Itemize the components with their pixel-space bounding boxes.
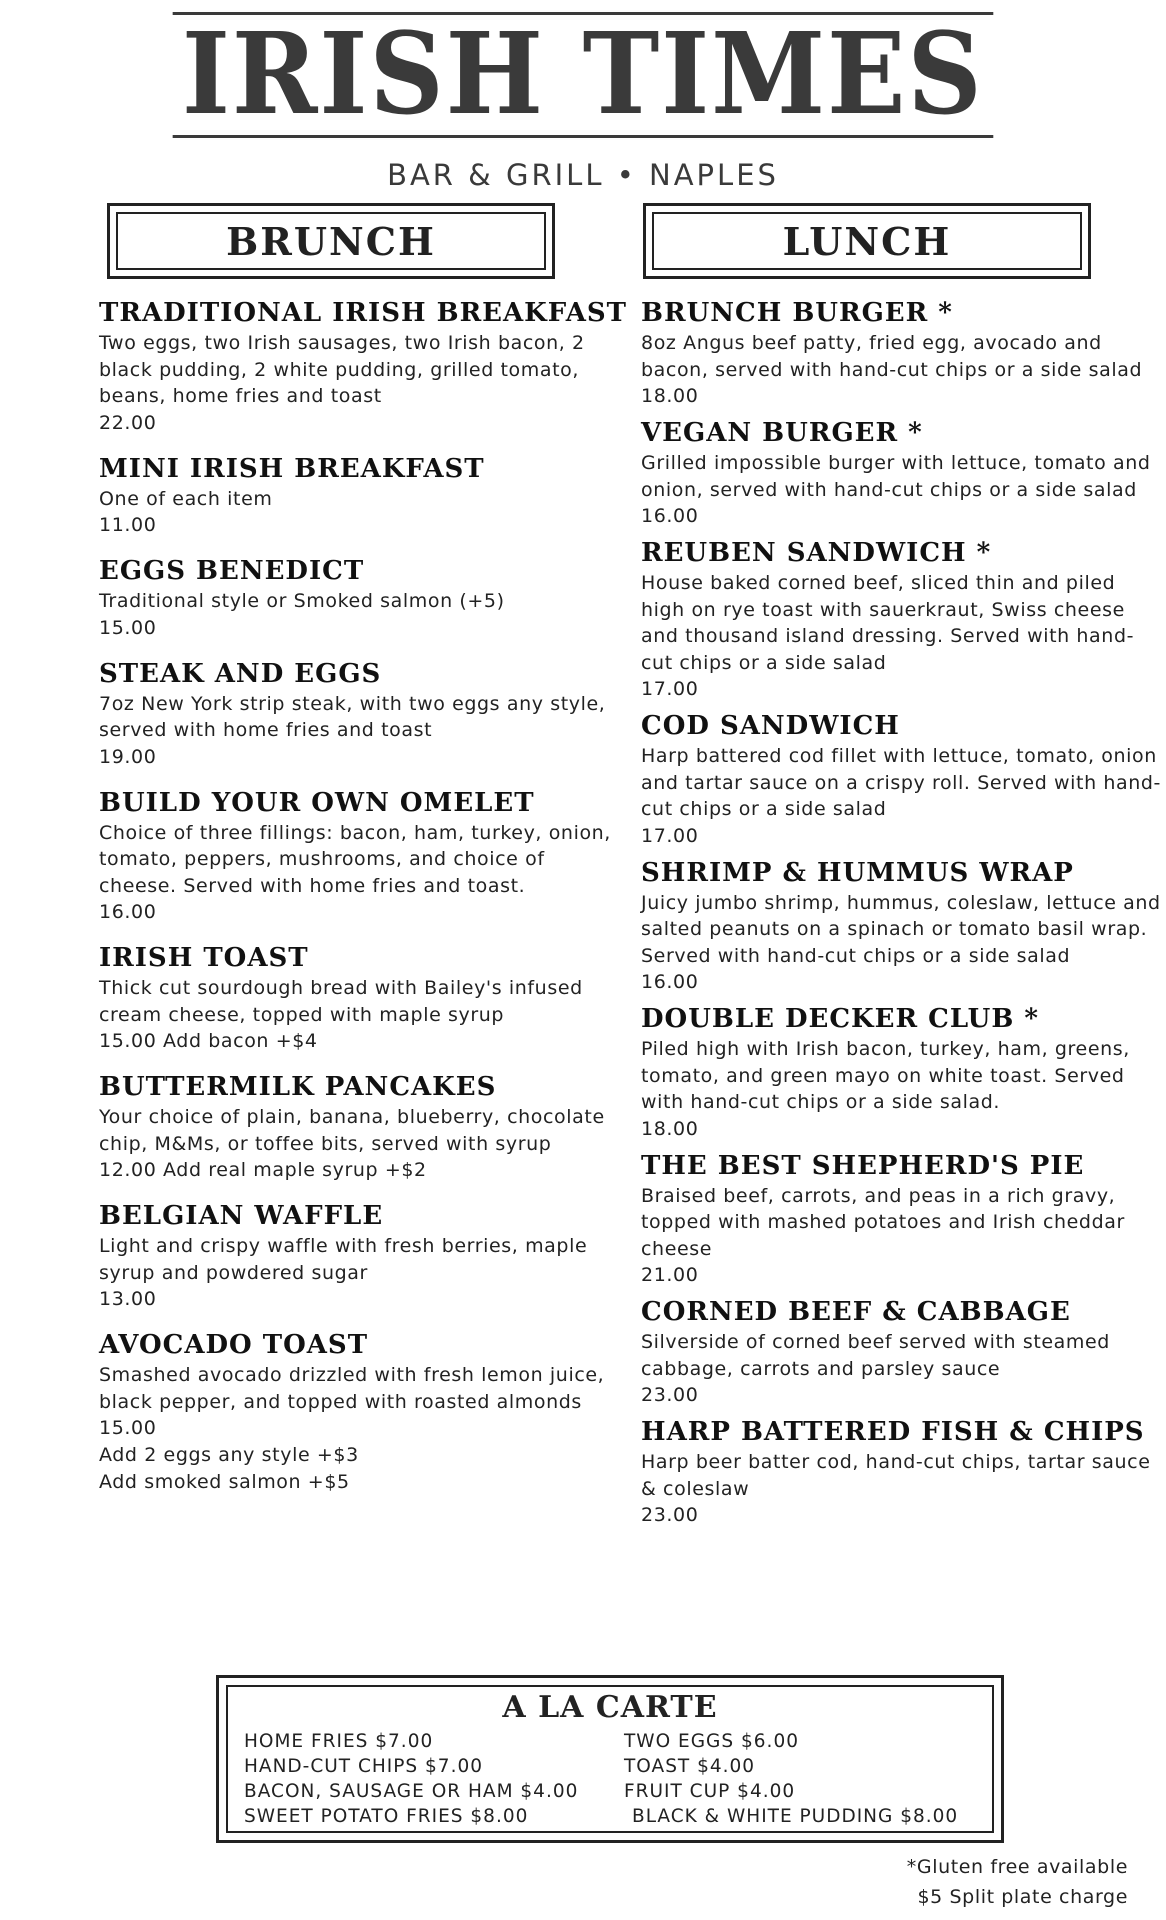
item-description: Choice of three fillings: bacon, ham, turkey, onion, tomato, peppers, mushrooms, and choice of cheese. Served with home fries and toast.	[99, 821, 611, 897]
item-price: 15.00	[99, 616, 157, 639]
item-price: 22.00	[99, 411, 157, 434]
item-price: 19.00	[99, 745, 157, 768]
item-price: 16.00	[99, 901, 157, 923]
item-description: House baked corned beef, sliced thin and piled high on rye toast with sauerkraut, Swiss cheese and thousand island dressing. Served with hand-cut chips or a side salad	[641, 572, 1135, 674]
menu-item	[641, 709, 1161, 850]
item-name: TRADITIONAL IRISH BREAKFAST	[99, 298, 627, 328]
item-name: EGGS BENEDICT	[99, 556, 365, 586]
brunch-column	[99, 296, 627, 1496]
a-la-carte-item: TOAST $4.00	[624, 1756, 756, 1777]
gluten-free-note: *Gluten free available	[906, 1856, 1128, 1878]
restaurant-logo	[0, 9, 1166, 192]
menu-item	[99, 1328, 619, 1496]
lunch-heading-box	[643, 203, 1091, 279]
item-name: IRISH TOAST	[99, 943, 309, 973]
item-name: BUTTERMILK PANCAKES	[99, 1072, 497, 1102]
item-description: Your choice of plain, banana, blueberry, chocolate chip, M&Ms, or toffee bits, served with syrup	[99, 1106, 605, 1155]
item-description: Juicy jumbo shrimp, hummus, coleslaw, lettuce and salted peanuts on a spinach or tomato basil wrap. Served with hand-cut chips or a side salad	[641, 891, 1161, 967]
item-description: Thick cut sourdough bread with Bailey's infused cream cheese, topped with maple syrup	[99, 977, 583, 1026]
item-price: 15.00	[99, 1417, 157, 1439]
item-description: Smashed avocado drizzled with fresh lemon juice, black pepper, and topped with roasted almonds	[99, 1364, 605, 1413]
item-price: 21.00	[641, 1264, 699, 1286]
item-description: Grilled impossible burger with lettuce, tomato and onion, served with hand-cut chips or a side salad	[641, 452, 1151, 501]
item-description: Harp battered cod fillet with lettuce, tomato, onion and tartar sauce on a crispy roll. Served with hand-cut chips or a side salad	[641, 745, 1162, 820]
menu-item	[99, 786, 619, 927]
item-name: HARP BATTERED FISH & CHIPS	[641, 1417, 1145, 1447]
item-price: 18.00	[641, 1117, 699, 1140]
item-name: MINI IRISH BREAKFAST	[99, 453, 485, 484]
brunch-heading-box	[107, 203, 555, 279]
menu-item	[641, 1002, 1161, 1143]
item-name: REUBEN SANDWICH *	[641, 538, 992, 568]
item-description: Two eggs, two Irish sausages, two Irish bacon, 2 black pudding, 2 white pudding, grilled tomato, beans, home fries and toast	[99, 332, 585, 407]
item-addon: Add smoked salmon +$5	[99, 1471, 350, 1493]
item-description: One of each item	[99, 487, 273, 510]
item-description: 8oz Angus beef patty, fried egg, avocado and bacon, served with hand-cut chips or a side salad	[641, 332, 1143, 381]
item-name: SHRIMP & HUMMUS WRAP	[641, 857, 1074, 888]
item-price: 13.00	[99, 1288, 157, 1310]
brunch-heading: BRUNCH	[116, 212, 546, 270]
a-la-carte-heading: A LA CARTE	[502, 1690, 718, 1725]
a-la-carte-item: HAND-CUT CHIPS $7.00	[244, 1756, 483, 1777]
a-la-carte-item: HOME FRIES $7.00	[244, 1731, 434, 1752]
item-description: Traditional style or Smoked salmon (+5)	[99, 590, 505, 612]
menu-item	[99, 657, 619, 771]
item-price: 11.00	[99, 514, 157, 536]
menu-item	[641, 1149, 1161, 1290]
item-name: STEAK AND EGGS	[99, 658, 382, 689]
a-la-carte-item: BACON, SAUSAGE OR HAM $4.00	[244, 1781, 579, 1802]
split-plate-note: $5 Split plate charge	[917, 1886, 1128, 1908]
item-description: Braised beef, carrots, and peas in a rich gravy, topped with mashed potatoes and Irish cheddar cheese	[641, 1184, 1125, 1260]
item-description: 7oz New York strip steak, with two eggs any style, served with home fries and toast	[99, 692, 606, 741]
menu-item	[641, 416, 1161, 530]
item-price: 15.00 Add bacon +$4	[99, 1030, 318, 1052]
item-name: COD SANDWICH	[641, 711, 900, 741]
menu-item	[99, 554, 619, 642]
menu-item	[641, 296, 1161, 410]
item-description: Silverside of corned beef served with steamed cabbage, carrots and parsley sauce	[641, 1331, 1110, 1380]
a-la-carte-item: BLACK & WHITE PUDDING $8.00	[632, 1806, 959, 1827]
menu-item	[641, 536, 1161, 703]
item-price: 17.00	[641, 824, 699, 847]
item-description: Piled high with Irish bacon, turkey, ham, greens, tomato, and green mayo on white toast. Served with hand-cut chips or a side salad.	[641, 1038, 1130, 1113]
lunch-heading: LUNCH	[652, 212, 1082, 270]
a-la-carte-box	[216, 1675, 1004, 1843]
item-name: CORNED BEEF & CABBAGE	[641, 1297, 1071, 1327]
a-la-carte-inner	[226, 1685, 994, 1833]
logo-subtitle: BAR & GRILL • NAPLES	[387, 158, 779, 192]
a-la-carte-item: FRUIT CUP $4.00	[624, 1781, 796, 1802]
item-price: 18.00	[641, 385, 699, 407]
lunch-column	[641, 296, 1161, 1529]
item-price: 23.00	[641, 1384, 699, 1406]
item-description: Harp beer batter cod, hand-cut chips, tartar sauce & coleslaw	[641, 1451, 1151, 1500]
item-price: 16.00	[641, 971, 699, 993]
a-la-carte-item: SWEET POTATO FRIES $8.00	[244, 1806, 529, 1827]
item-name: DOUBLE DECKER CLUB *	[641, 1004, 1039, 1034]
menu-item	[99, 452, 619, 540]
menu-item	[641, 1415, 1161, 1529]
a-la-carte-list	[244, 1729, 984, 1829]
item-price: 16.00	[641, 505, 699, 527]
menu-item	[99, 1199, 619, 1313]
item-name: BUILD YOUR OWN OMELET	[99, 787, 535, 818]
item-price: 17.00	[641, 678, 699, 700]
logo-title: IRISH TIMES	[173, 12, 993, 138]
item-name: VEGAN BURGER *	[641, 418, 923, 448]
item-addon: Add 2 eggs any style +$3	[99, 1444, 359, 1466]
item-name: BELGIAN WAFFLE	[99, 1201, 384, 1231]
menu-item	[641, 856, 1161, 997]
menu-item	[99, 941, 619, 1055]
menu-item	[99, 296, 627, 437]
item-name: AVOCADO TOAST	[99, 1330, 369, 1360]
menu-item	[641, 1295, 1161, 1409]
item-price: 12.00 Add real maple syrup +$2	[99, 1159, 427, 1181]
item-description: Light and crispy waffle with fresh berries, maple syrup and powdered sugar	[99, 1235, 588, 1284]
item-name: BRUNCH BURGER *	[641, 298, 953, 328]
menu-item	[99, 1070, 619, 1184]
item-name: THE BEST SHEPHERD'S PIE	[641, 1150, 1085, 1181]
item-price: 23.00	[641, 1504, 699, 1526]
a-la-carte-item: TWO EGGS $6.00	[624, 1731, 799, 1752]
